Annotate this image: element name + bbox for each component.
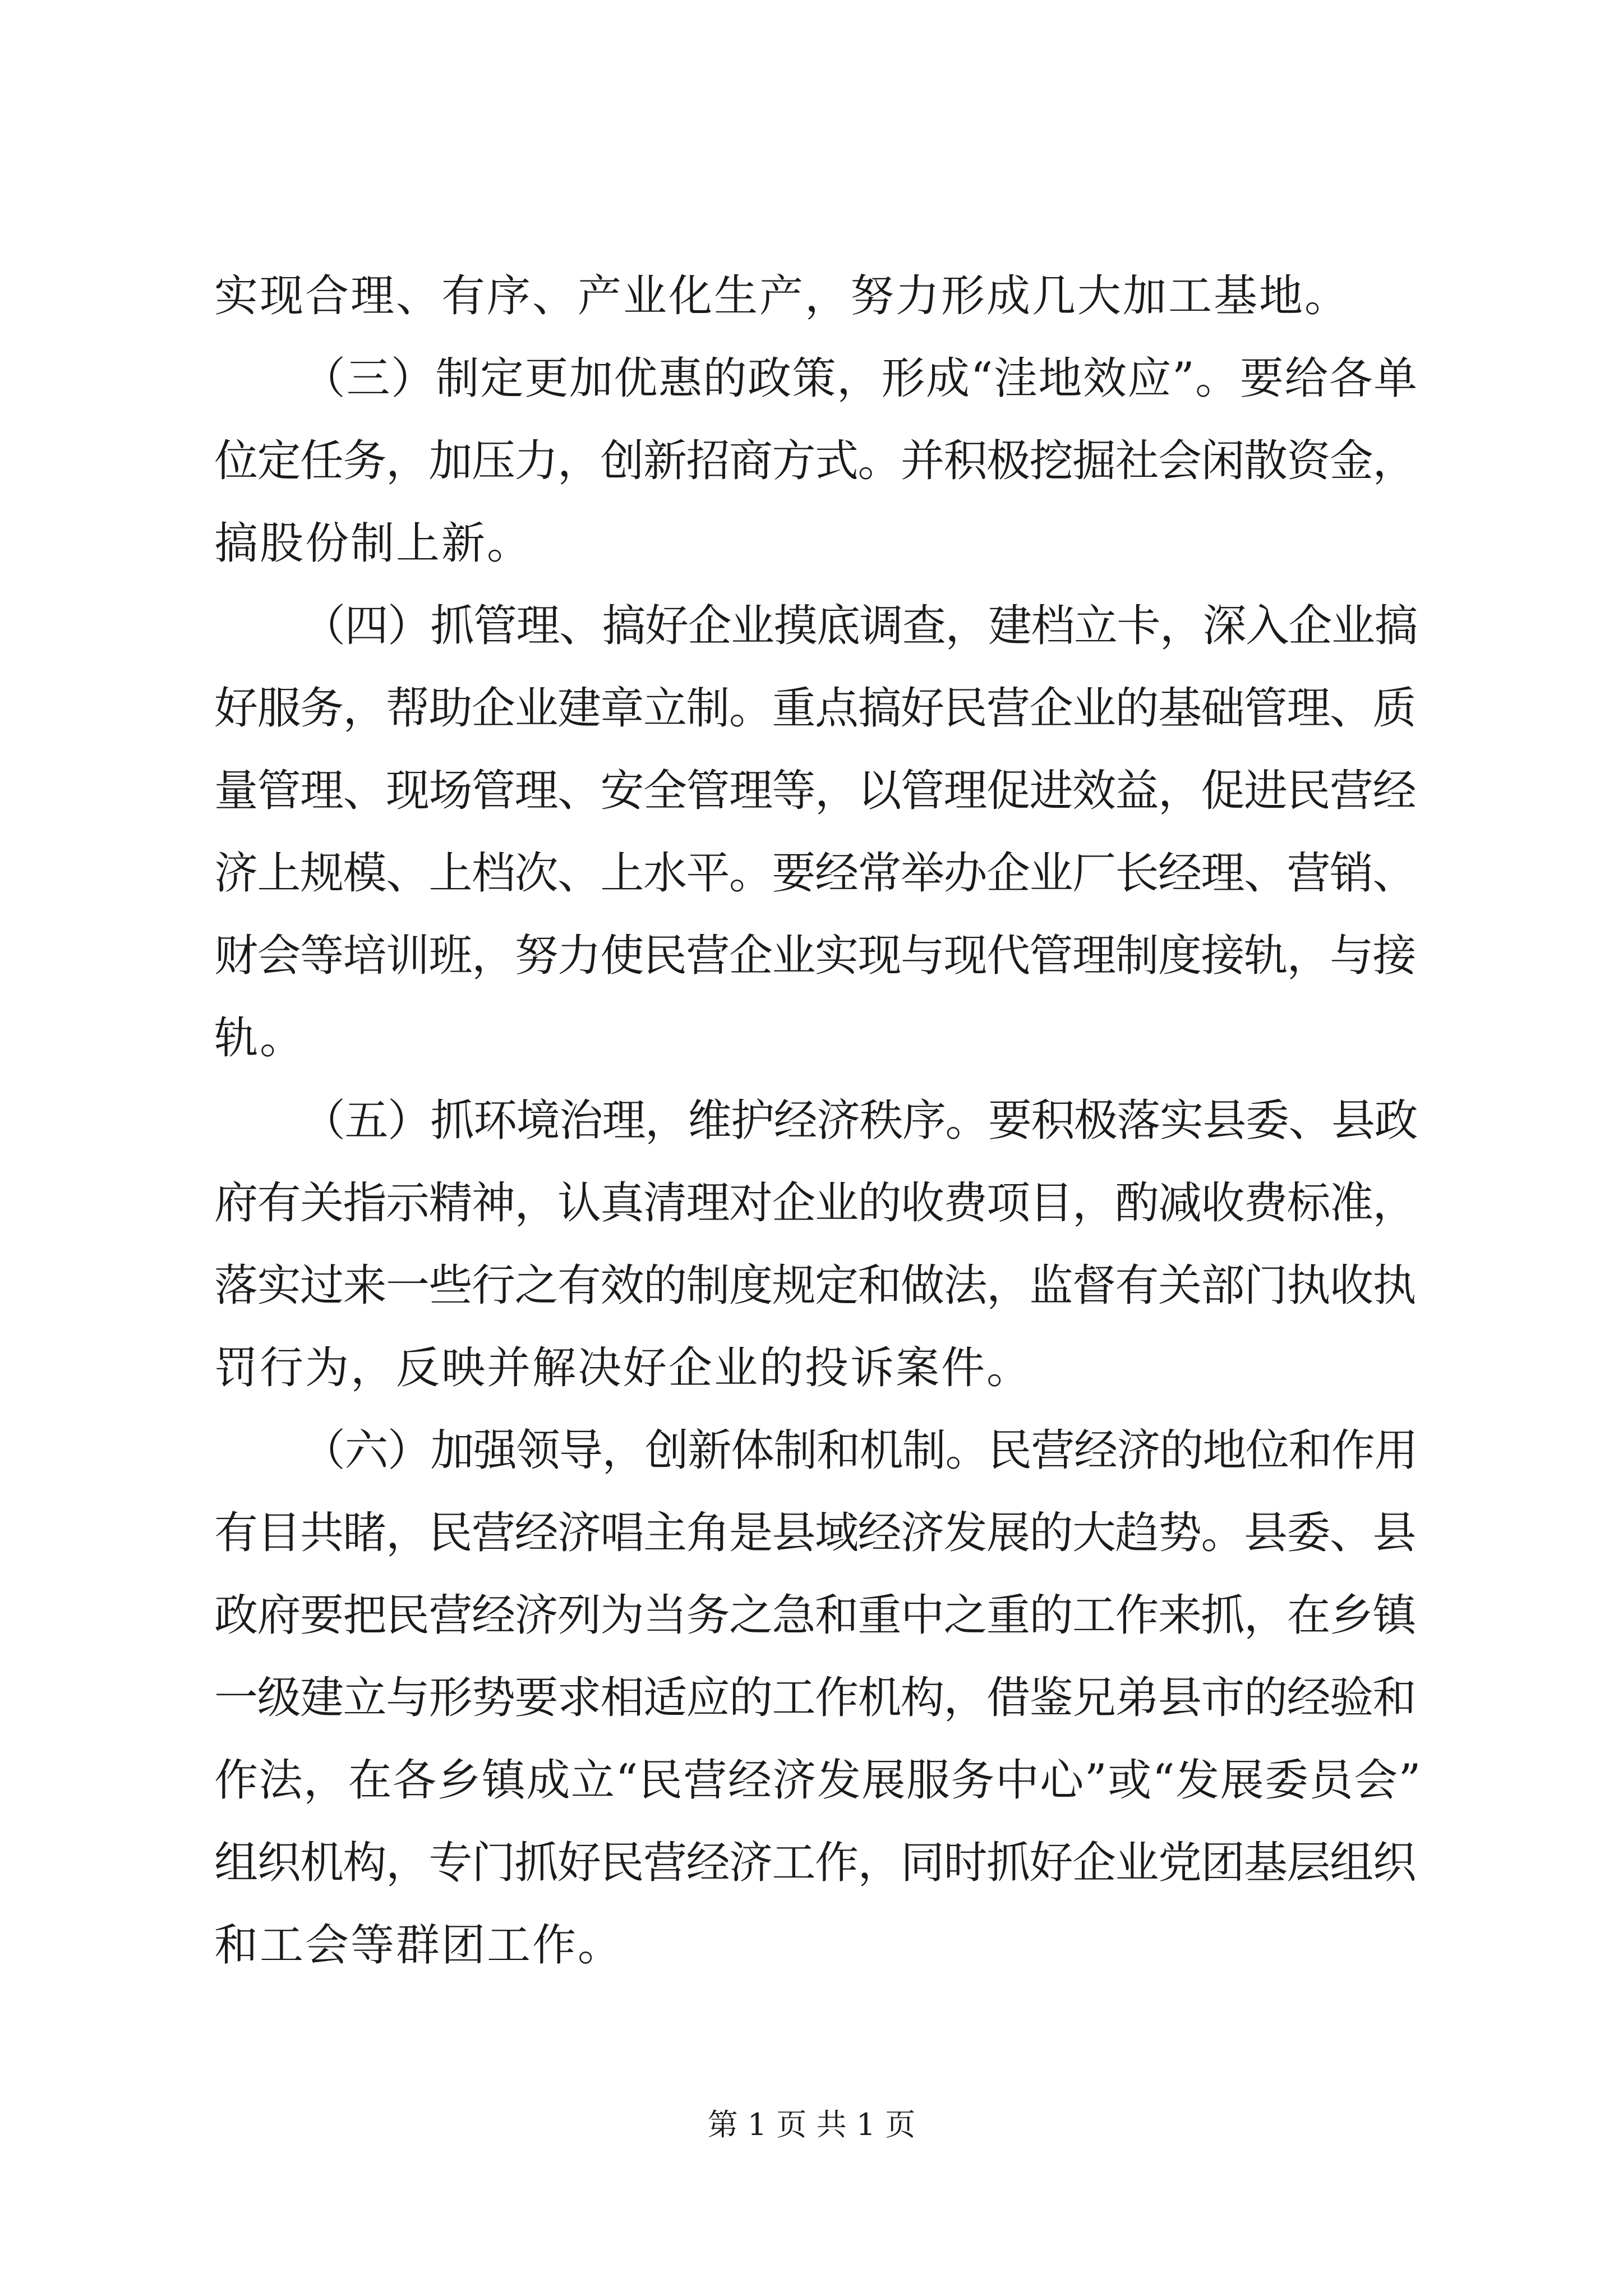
text-line: （三）制定更加优惠的政策，形成“洼地效应”。要给各单: [302, 353, 1418, 404]
text-line: 位定任务，加压力，创新招商方式。并积极挖掘社会闲散资金，: [214, 436, 1416, 486]
text-line: 府有关指示精神，认真清理对企业的收费项目，酌减收费标准，: [214, 1178, 1416, 1228]
text-line: 作法，在各乡镇成立“民营经济发展服务中心”或“发展委员会”: [214, 1755, 1422, 1806]
text-line: 罚行为，反映并解决好企业的投诉案件。: [214, 1343, 1032, 1393]
text-line: 和工会等群团工作。: [214, 1920, 624, 1971]
text-line: 济上规模、上档次、上水平。要经常举办企业厂长经理、营销、: [214, 848, 1416, 899]
paragraph-3: [214, 585, 1422, 1080]
paragraph-4: [214, 1080, 1422, 1410]
text-line: 轨。: [214, 1013, 306, 1064]
page-footer: 第 1 页 共 1 页: [707, 2107, 916, 2142]
paragraph-1: [214, 255, 1422, 338]
text-line: 一级建立与形势要求相适应的工作机构，借鉴兄弟县市的经验和: [214, 1673, 1416, 1723]
text-line: 实现合理、有序、产业化生产，努力形成几大加工基地。: [214, 271, 1350, 321]
text-line: 搞股份制上新。: [214, 518, 533, 569]
text-line: 有目共睹，民营经济唱主角是县域经济发展的大趋势。县委、县: [214, 1508, 1416, 1558]
paragraph-5: [214, 1410, 1422, 1987]
text-line: 政府要把民营经济列为当务之急和重中之重的工作来抓，在乡镇: [214, 1590, 1416, 1641]
text-line: 组织机构，专门抓好民营经济工作，同时抓好企业党团基层组织: [214, 1838, 1416, 1888]
text-line: 好服务，帮助企业建章立制。重点搞好民营企业的基础管理、质: [214, 683, 1416, 734]
text-line: （五）抓环境治理，维护经济秩序。要积极落实县委、县政: [302, 1096, 1418, 1146]
text-line: 落实过来一些行之有效的制度规定和做法，监督有关部门执收执: [214, 1260, 1416, 1311]
document-body: [214, 255, 1422, 1987]
text-line: （四）抓管理、搞好企业摸底调查，建档立卡，深入企业搞: [302, 601, 1418, 651]
text-line: 财会等培训班，努力使民营企业实现与现代管理制度接轨，与接: [214, 931, 1416, 981]
text-line: （六）加强领导，创新体制和机制。民营经济的地位和作用: [302, 1425, 1418, 1476]
text-line: 量管理、现场管理、安全管理等，以管理促进效益，促进民营经: [214, 766, 1416, 816]
paragraph-2: [214, 338, 1422, 585]
